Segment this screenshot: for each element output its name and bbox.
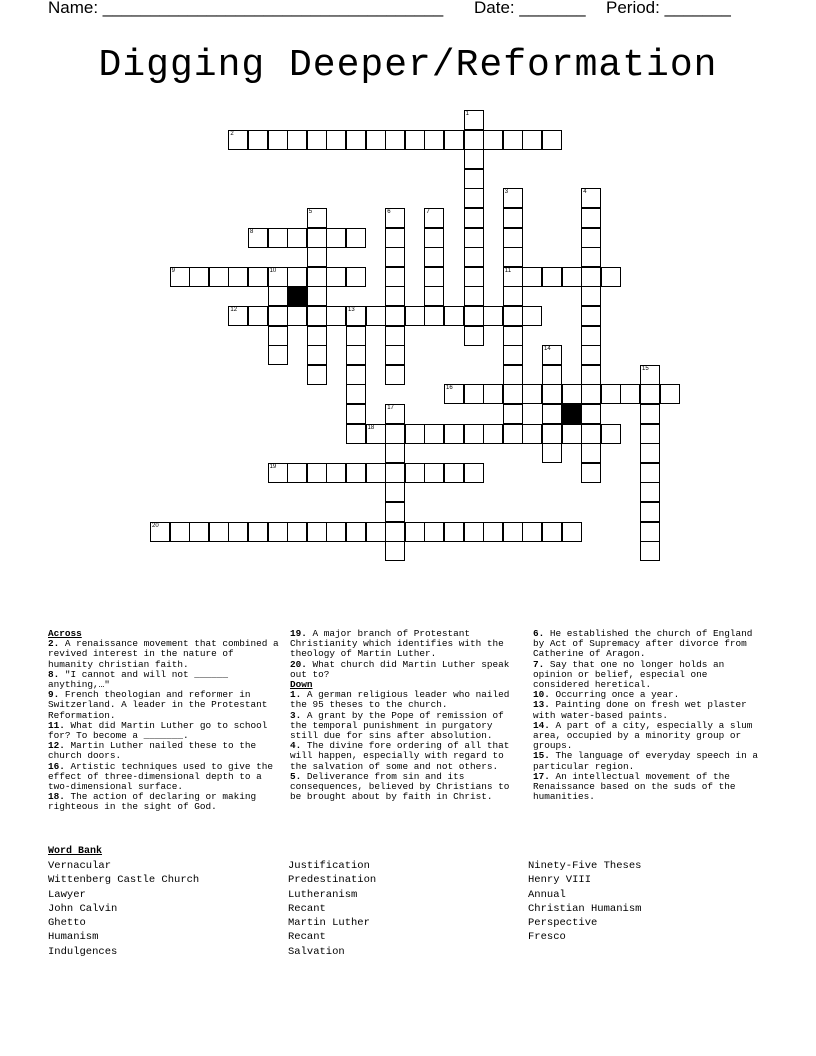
clue-down-4: 4. The divine fore ordering of all that will happen, especially with regard to the salvation of some and not others. [290,740,510,772]
crossword-cell[interactable] [268,522,288,542]
crossword-cell[interactable] [444,306,464,326]
crossword-cell[interactable] [503,247,523,267]
crossword-cell[interactable] [346,365,366,385]
crossword-cell[interactable] [483,130,503,150]
crossword-cell[interactable] [464,424,484,444]
clue-number: 16 [446,385,453,392]
clue-down-13: 13. Painting done on fresh wet plaster with water-based paints. [533,699,747,721]
word-bank-item: Wittenberg Castle Church [48,874,200,887]
clue-number: 10 [269,267,277,274]
clue-number: 17 [387,405,394,411]
page-title: Digging Deeper/Reformation [98,44,718,87]
clue-number: 7 [426,209,430,215]
clue-down-10: 10. Occurring once a year. [533,689,680,701]
crossword-cell[interactable] [405,306,425,326]
crossword-cell[interactable] [522,130,542,150]
clue-number: 11 [504,267,512,274]
crossword-cell[interactable] [522,306,542,326]
crossword-cell[interactable] [581,463,601,483]
crossword-cell[interactable] [562,424,582,444]
crossword-cell[interactable] [248,130,268,150]
crossword-cell[interactable] [287,130,307,150]
crossword-cell[interactable] [385,208,405,228]
crossword-cell[interactable] [503,306,523,326]
crossword-cell[interactable] [483,522,503,542]
crossword-cell[interactable] [307,345,327,365]
name-field-label: Name: ____________________________________ [48,0,444,17]
date-field-label: Date: _______ [474,0,586,17]
crossword-cell[interactable] [287,228,307,248]
crossword-cell[interactable] [542,424,562,444]
crossword-cell[interactable] [581,208,601,228]
crossword-cell[interactable] [385,267,405,287]
clue-across-11: 11. What did Martin Luther go to school for? To become a _______. [48,719,268,742]
word-bank-item: Recant [288,931,326,944]
crossword-cell[interactable] [326,306,346,326]
crossword-cell[interactable] [444,130,464,150]
crossword-cell[interactable] [424,463,444,483]
crossword-cell[interactable] [326,130,346,150]
crossword-cell[interactable] [424,130,444,150]
crossword-cell[interactable] [483,306,503,326]
crossword-cell[interactable] [307,306,327,326]
crossword-cell[interactable] [581,443,601,463]
crossword-cell[interactable] [405,522,425,542]
crossword-cell[interactable] [346,463,366,483]
crossword-cell[interactable] [307,463,327,483]
crossword-cell[interactable] [170,522,190,542]
crossword-cell[interactable] [581,267,601,287]
crossword-cell[interactable] [503,326,523,346]
crossword-cell[interactable] [209,267,229,287]
crossword-cell[interactable] [385,326,405,346]
clue-across-2: 2. A renaissance movement that combined a revived interest in the nature of humanity christian faith. [48,638,279,670]
crossword-cell[interactable] [189,522,209,542]
crossword-cell[interactable] [581,424,601,444]
word-bank-item: Ghetto [48,917,86,930]
clue-across-9: 9. French theologian and reformer in Switzerland. A leader in the Protestant Reformation. [48,689,268,721]
crossword-cell[interactable] [503,286,523,306]
crossword-cell[interactable] [581,247,601,267]
crossword-cell[interactable] [346,424,366,444]
crossword-cell[interactable] [424,267,444,287]
crossword-cell[interactable] [307,326,327,346]
crossword-cell[interactable] [268,130,288,150]
crossword-cell[interactable] [307,522,327,542]
crossword-cell[interactable] [581,365,601,385]
clue-down-6: 6. He established the church of England by Act of Supremacy after divorce from Catherine of Aragon. [533,628,753,660]
crossword-cell[interactable] [268,326,288,346]
crossword-cell[interactable] [562,267,582,287]
crossword-cell[interactable] [385,365,405,385]
crossword-cell[interactable] [424,247,444,267]
crossword-cell[interactable] [268,306,288,326]
crossword-black-cell [287,286,307,306]
crossword-cell[interactable] [326,228,346,248]
crossword-cell[interactable] [640,424,660,444]
crossword-cell[interactable] [424,306,444,326]
crossword-cell[interactable] [464,169,484,189]
crossword-cell[interactable] [503,404,523,424]
crossword-cell[interactable] [640,522,660,542]
crossword-cell[interactable] [581,326,601,346]
crossword-cell[interactable] [346,306,366,326]
crossword-cell[interactable] [581,345,601,365]
crossword-cell[interactable] [307,286,327,306]
crossword-cell[interactable] [522,384,542,404]
crossword-cell[interactable] [503,188,523,208]
crossword-cell[interactable] [522,424,542,444]
crossword-cell[interactable] [248,228,268,248]
crossword-cell[interactable] [640,541,660,561]
crossword-cell[interactable] [464,208,484,228]
clue-across-12: 12. Martin Luther nailed these to the church doors. [48,740,257,762]
crossword-cell[interactable] [385,502,405,522]
crossword-cell[interactable] [464,130,484,150]
crossword-cell[interactable] [464,228,484,248]
crossword-cell[interactable] [346,384,366,404]
crossword-cell[interactable] [287,463,307,483]
crossword-cell[interactable] [542,384,562,404]
word-bank-item: Humanism [48,931,99,944]
crossword-cell[interactable] [346,130,366,150]
word-bank-item: Predestination [288,874,377,887]
crossword-cell[interactable] [228,267,248,287]
crossword-cell[interactable] [601,267,621,287]
clue-down-5: 5. Deliverance from sin and its consequences, believed by Christians to be brought about by faith in Christ. [290,770,510,803]
crossword-cell[interactable] [385,443,405,463]
crossword-cell[interactable] [385,482,405,502]
word-bank-item: Henry VIII [528,874,592,887]
period-field-label: Period: _______ [606,0,731,17]
clue-across-8: 8. "I cannot and will not ______ anything,…" [48,668,229,691]
crossword-cell[interactable] [601,384,621,404]
clue-number: 3 [504,189,509,196]
crossword-cell[interactable] [581,384,601,404]
crossword-cell[interactable] [464,267,484,287]
crossword-cell[interactable] [424,228,444,248]
crossword-cell[interactable] [581,188,601,208]
crossword-cell[interactable] [346,345,366,365]
clue-number: 13 [348,307,355,313]
crossword-cell[interactable] [287,267,307,287]
crossword-cell[interactable] [366,130,386,150]
crossword-cell[interactable] [444,384,464,404]
clue-number: 2 [230,130,234,137]
crossword-cell[interactable] [326,463,346,483]
crossword-cell[interactable] [542,267,562,287]
clues-column-1 [48,629,280,813]
crossword-cell[interactable] [424,424,444,444]
crossword-cell[interactable] [326,522,346,542]
crossword-cell[interactable] [307,365,327,385]
crossword-cell[interactable] [483,384,503,404]
crossword-cell[interactable] [424,208,444,228]
crossword-cell[interactable] [385,247,405,267]
crossword-cell[interactable] [640,404,660,424]
crossword-cell[interactable] [464,522,484,542]
clue-down-1: 1. A german religious leader who nailed the 95 theses to the church. [290,689,510,711]
crossword-cell[interactable] [640,365,660,385]
crossword-cell[interactable] [248,522,268,542]
crossword-cell[interactable] [307,267,327,287]
crossword-cell[interactable] [640,502,660,522]
crossword-cell[interactable] [346,326,366,346]
clue-across-19: 19. A major branch of Protestant Christianity which identifies with the theology of Martin Luther. [290,628,504,660]
word-bank-heading: Word Bank [48,846,103,857]
word-bank-item: John Calvin [48,902,118,915]
crossword-cell[interactable] [424,522,444,542]
crossword-cell[interactable] [385,522,405,542]
crossword-cell[interactable] [464,286,484,306]
crossword-cell[interactable] [562,522,582,542]
clues-column-3 [533,629,765,802]
clue-down-17: 17. An intellectual movement of the Renaissance based on the suds of the humanities. [533,770,736,803]
crossword-cell[interactable] [268,267,288,287]
crossword-cell[interactable] [228,306,248,326]
crossword-cell[interactable] [405,463,425,483]
crossword-cell[interactable] [385,345,405,365]
crossword-cell[interactable] [503,365,523,385]
crossword-cell[interactable] [385,404,405,424]
crossword-cell[interactable] [660,384,680,404]
crossword-cell[interactable] [542,130,562,150]
clues-column-2 [290,629,522,802]
word-bank-column-1 [48,859,199,959]
word-bank-item: Lawyer [48,888,86,901]
clue-number: 18 [367,424,375,431]
clue-across-18: 18. The action of declaring or making righteous in the sight of God. [48,791,257,813]
crossword-cell[interactable] [503,424,523,444]
crossword-cell[interactable] [620,384,640,404]
crossword-cell[interactable] [503,522,523,542]
word-bank-item: Perspective [528,917,598,930]
word-bank-item: Lutheranism [288,888,358,901]
crossword-cell[interactable] [326,267,346,287]
crossword-cell[interactable] [640,384,660,404]
crossword-cell[interactable] [385,463,405,483]
crossword-cell[interactable] [209,522,229,542]
crossword-cell[interactable] [464,384,484,404]
crossword-cell[interactable] [522,522,542,542]
crossword-cell[interactable] [581,404,601,424]
crossword-cell[interactable] [464,306,484,326]
crossword-cell[interactable] [189,267,209,287]
crossword-cell[interactable] [464,326,484,346]
crossword-cell[interactable] [268,286,288,306]
crossword-cell[interactable] [307,228,327,248]
crossword-cell[interactable] [366,463,386,483]
crossword-cell[interactable] [287,306,307,326]
word-bank-item: Recant [288,902,326,915]
crossword-cell[interactable] [228,522,248,542]
crossword-cell[interactable] [366,522,386,542]
word-bank-item: Salvation [288,945,345,958]
crossword-cell[interactable] [581,306,601,326]
clue-number: 6 [387,209,391,215]
clue-number: 14 [544,346,551,353]
crossword-cell[interactable] [503,208,523,228]
crossword-cell[interactable] [307,247,327,267]
crossword-cell[interactable] [542,522,562,542]
clue-number: 20 [152,522,159,529]
clue-number: 19 [269,463,277,470]
word-bank-item: Ninety-Five Theses [528,860,642,872]
clue-number: 9 [171,267,175,274]
crossword-cell[interactable] [522,267,542,287]
crossword-cell[interactable] [346,267,366,287]
crossword-cell[interactable] [268,463,288,483]
crossword-cell[interactable] [581,228,601,248]
crossword-cell[interactable] [503,130,523,150]
clue-down-15: 15. The language of everyday speech in a particular region. [533,750,759,772]
word-bank-item: Christian Humanism [528,902,642,915]
crossword-cell[interactable] [483,424,503,444]
crossword-cell[interactable] [542,443,562,463]
clue-down-14: 14. A part of a city, especially a slum area, occupied by a minority group or groups. [533,719,753,752]
clue-down-7: 7. Say that one no longer holds an opinion or belief, especial one considered heretical. [533,658,725,691]
crossword-cell[interactable] [444,424,464,444]
crossword-cell[interactable] [366,306,386,326]
crossword-cell[interactable] [150,522,170,542]
crossword-cell[interactable] [268,228,288,248]
crossword-cell[interactable] [542,365,562,385]
word-bank-item: Vernacular [48,860,112,872]
clue-number: 5 [308,209,313,215]
crossword-cell[interactable] [405,130,425,150]
clue-number: 4 [583,189,587,196]
crossword-cell[interactable] [581,286,601,306]
crossword-cell[interactable] [385,286,405,306]
word-bank-column-2 [288,859,376,959]
crossword-cell[interactable] [464,463,484,483]
crossword-cell[interactable] [464,110,484,130]
clue-number: 12 [230,307,238,313]
crossword-cell[interactable] [503,228,523,248]
crossword-cell[interactable] [503,345,523,365]
crossword-cell[interactable] [346,228,366,248]
across-heading: Across [48,628,82,639]
down-heading: Down [290,679,313,691]
crossword-cell[interactable] [405,424,425,444]
crossword-cell[interactable] [601,424,621,444]
crossword-cell[interactable] [542,404,562,424]
crossword-cell[interactable] [444,522,464,542]
clue-number: 8 [250,228,254,235]
crossword-cell[interactable] [307,130,327,150]
crossword-cell[interactable] [464,247,484,267]
clue-across-20: 20. What church did Martin Luther speak out to? [290,658,510,680]
crossword-cell[interactable] [366,424,386,444]
clue-number: 15 [642,365,649,372]
crossword-cell[interactable] [562,384,582,404]
clue-down-3: 3. A grant by the Pope of remission of the temporal punishment in purgatory still due for sins after absolution. [290,709,504,742]
clue-number: 1 [465,111,469,117]
crossword-cell[interactable] [346,522,366,542]
crossword-cell[interactable] [385,306,405,326]
word-bank-item: Annual [528,888,566,901]
crossword-cell[interactable] [268,345,288,365]
clue-across-16: 16. Artistic techniques used to give the effect of three-dimensional depth to a two-dimensional surface. [48,760,274,793]
crossword-cell[interactable] [640,443,660,463]
crossword-cell[interactable] [503,384,523,404]
crossword-cell[interactable] [385,424,405,444]
crossword-cell[interactable] [444,463,464,483]
crossword-cell[interactable] [424,286,444,306]
crossword-cell[interactable] [464,188,484,208]
crossword-cell[interactable] [307,208,327,228]
crossword-cell[interactable] [287,522,307,542]
crossword-cell[interactable] [464,149,484,169]
crossword-cell[interactable] [228,130,248,150]
crossword-black-cell [562,404,582,424]
word-bank-item: Justification [288,860,370,872]
crossword-cell[interactable] [248,306,268,326]
word-bank-item: Indulgences [48,945,118,958]
crossword-cell[interactable] [640,482,660,502]
crossword-cell[interactable] [385,541,405,561]
crossword-cell[interactable] [248,267,268,287]
crossword-cell[interactable] [503,267,523,287]
crossword-cell[interactable] [170,267,190,287]
word-bank-item: Fresco [528,931,566,944]
word-bank-item: Martin Luther [288,917,370,930]
word-bank-column-3 [528,859,641,945]
crossword-cell[interactable] [346,404,366,424]
crossword-cell[interactable] [640,463,660,483]
crossword-cell[interactable] [542,345,562,365]
crossword-cell[interactable] [385,228,405,248]
crossword-cell[interactable] [385,130,405,150]
